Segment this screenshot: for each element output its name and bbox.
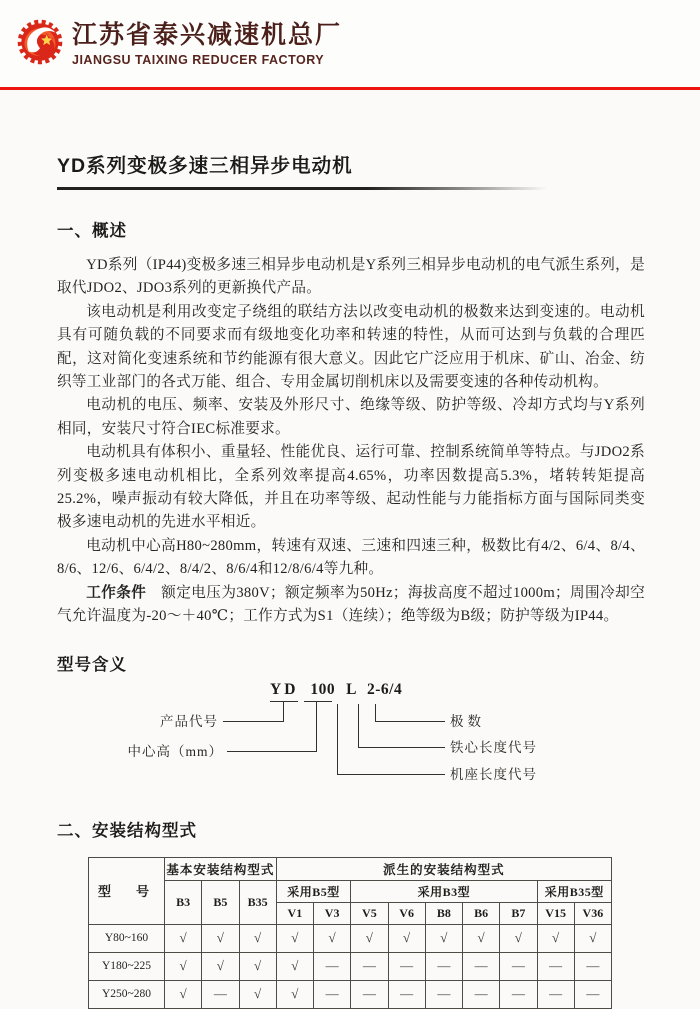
label-core-length: 铁心长度代号	[450, 739, 537, 755]
availability-cell: —	[574, 952, 611, 980]
availability-cell: —	[351, 980, 388, 1008]
connector-line	[304, 701, 332, 702]
model-part-poles: 2-6/4	[366, 680, 403, 698]
col-header-b3: B3	[165, 880, 202, 924]
section-heading-overview: 一、概述	[57, 222, 127, 240]
paragraph: YD系列（IP44)变极多速三相异步电动机是Y系列三相异步电动机的电气派生系列，是取代JDO2、JDO3系列的更新换代产品。	[57, 257, 645, 297]
paragraph: 该电动机是利用改变定子绕组的联结方法以改变电动机的极数来达到变速的。电动机具有可随负载的不同要求而有级地变化功率和转速的特性，从而可达到与负载的合理匹配，这对简化变速系统和节约能源有很大意义。因此它广泛应用于机床、矿山、冶金、纺织等工业部门的各式万能、组合、专用金属切削机床以及需要变速的各种传动机构。	[57, 303, 645, 391]
availability-cell: √	[276, 980, 313, 1008]
availability-cell: √	[574, 924, 611, 952]
availability-cell: —	[425, 952, 462, 980]
model-cell: Y250~280	[89, 980, 165, 1008]
table-row	[89, 924, 612, 952]
company-header	[0, 0, 700, 87]
document-content	[57, 150, 645, 1009]
table-row	[89, 952, 612, 980]
col-header-b35: B35	[239, 880, 276, 924]
availability-cell: —	[314, 980, 351, 1008]
group-header-basic: 基本安装结构型式	[165, 857, 277, 880]
connector-line	[375, 704, 376, 722]
overview-paragraphs	[57, 254, 645, 629]
company-name-en: JIANGSU TAIXING REDUCER FACTORY	[72, 52, 325, 67]
model-designation-string	[270, 681, 402, 699]
company-logo-icon	[14, 14, 66, 70]
availability-cell: √	[165, 952, 202, 980]
availability-cell: √	[500, 924, 537, 952]
connector-line	[358, 704, 359, 748]
mounting-table-body	[89, 924, 612, 1008]
label-center-height: 中心高（mm）	[127, 743, 223, 759]
mounting-table-wrap	[88, 857, 645, 1009]
table-row	[89, 980, 612, 1008]
availability-cell: √	[165, 980, 202, 1008]
availability-cell: —	[388, 952, 425, 980]
connector-line	[358, 747, 445, 748]
group-header-derived: 派生的安装结构型式	[276, 857, 611, 880]
availability-cell: —	[537, 952, 574, 980]
connector-line	[270, 701, 298, 702]
work-conditions-label: 工作条件	[86, 584, 147, 601]
label-product-code: 产品代号	[160, 713, 218, 729]
availability-cell: √	[425, 924, 462, 952]
section-heading-mounting: 二、安装结构型式	[57, 821, 197, 840]
mounting-structure-table	[88, 857, 612, 1009]
paragraph: 电动机的电压、频率、安装及外形尺寸、绝缘等级、防护等级、冷却方式均与Y系列相同，安装尺寸符合IEC标准要求。	[57, 397, 645, 437]
connector-line	[316, 701, 317, 752]
table-header-row	[89, 880, 612, 902]
sub-header-use-b35: 采用B35型	[537, 880, 612, 902]
sub-header-use-b3: 采用B3型	[351, 880, 537, 902]
section-heading-model-meaning: 型号含义	[57, 655, 127, 674]
col-header-v6: V6	[388, 902, 425, 924]
availability-cell: —	[314, 952, 351, 980]
availability-cell: √	[276, 924, 313, 952]
connector-line	[227, 751, 317, 752]
availability-cell: √	[202, 952, 239, 980]
col-header-v5: V5	[351, 902, 388, 924]
availability-cell: —	[351, 952, 388, 980]
col-header-b5: B5	[202, 880, 239, 924]
availability-cell: √	[314, 924, 351, 952]
col-header-v3: V3	[314, 902, 351, 924]
col-header-v36: V36	[574, 902, 611, 924]
work-conditions-text: 额定电压为380V；额定频率为50Hz；海拔高度不超过1000m；周围冷却空气允许温度为-20～＋40℃；工作方式为S1（连续）；绝等级为B级；防护等级为IP44。	[57, 584, 645, 625]
col-header-b7: B7	[500, 902, 537, 924]
label-frame-length: 机座长度代号	[450, 766, 537, 782]
col-header-b6: B6	[463, 902, 500, 924]
availability-cell: √	[239, 980, 276, 1008]
availability-cell: √	[239, 952, 276, 980]
col-header-v15: V15	[537, 902, 574, 924]
availability-cell: —	[500, 952, 537, 980]
availability-cell: —	[463, 980, 500, 1008]
model-part-frame: L	[346, 680, 357, 698]
connector-line	[223, 721, 284, 722]
col-header-model: 型 号	[89, 857, 165, 924]
col-header-b8: B8	[425, 902, 462, 924]
company-name-block	[72, 22, 342, 67]
work-conditions-paragraph	[57, 582, 645, 629]
availability-cell: —	[574, 980, 611, 1008]
label-pole-number: 极数	[450, 713, 485, 729]
col-header-v1: V1	[276, 902, 313, 924]
connector-line	[337, 704, 338, 775]
availability-cell: —	[425, 980, 462, 1008]
availability-cell: √	[276, 952, 313, 980]
connector-line	[283, 701, 284, 722]
page-title: YD系列变极多速三相异步电动机	[57, 155, 353, 177]
title-underline	[57, 187, 557, 190]
availability-cell: —	[202, 980, 239, 1008]
availability-cell: √	[202, 924, 239, 952]
availability-cell: —	[388, 980, 425, 1008]
paragraph: 电动机具有体积小、重量轻、性能优良、运行可靠、控制系统简单等特点。与JDO2系列变极多速电动机相比，全系列效率提高4.65%，功率因数提高5.3%，堵转转矩提高25.2%，噪声振动有较大降低，并且在功率等级、起动性能与力能指标方面与国际同类变极多速电动机的先进水平相近。	[57, 444, 645, 531]
availability-cell: √	[165, 924, 202, 952]
availability-cell: √	[388, 924, 425, 952]
availability-cell: √	[537, 924, 574, 952]
model-part-height: 100	[310, 680, 336, 698]
model-part-product: YD	[270, 680, 299, 698]
paragraph: 电动机中心高H80~280mm，转速有双速、三速和四速三种，极数比有4/2、6/4、8/4、8/6、12/6、6/4/2、8/4/2、8/6/4和12/8/6/4等九种。	[57, 537, 645, 578]
availability-cell: √	[239, 924, 276, 952]
model-cell: Y180~225	[89, 952, 165, 980]
model-designation-diagram	[57, 681, 645, 793]
availability-cell: √	[463, 924, 500, 952]
header-divider	[0, 87, 700, 90]
connector-line	[337, 774, 445, 775]
gear-swirl-star-logo	[14, 14, 66, 70]
company-name-zh: 江苏省泰兴减速机总厂	[72, 21, 343, 49]
availability-cell: —	[500, 980, 537, 1008]
availability-cell: √	[351, 924, 388, 952]
availability-cell: —	[537, 980, 574, 1008]
sub-header-use-b5: 采用B5型	[276, 880, 351, 902]
table-header-row	[89, 857, 612, 880]
availability-cell: —	[463, 952, 500, 980]
model-cell: Y80~160	[89, 924, 165, 952]
connector-line	[375, 721, 445, 722]
